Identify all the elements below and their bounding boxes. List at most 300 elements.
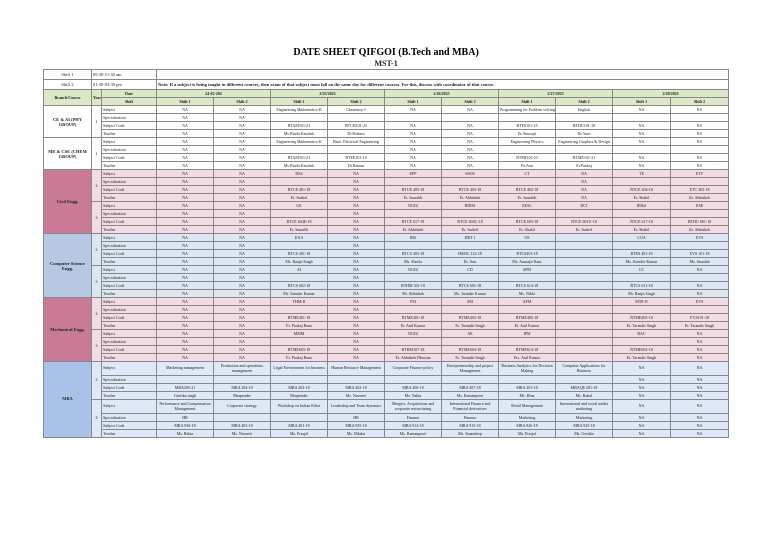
exam-cell: Ms.Bindu Kaushik	[271, 162, 328, 170]
year-cell: 1	[92, 106, 102, 138]
exam-cell: BTHU101-18	[556, 122, 613, 130]
exam-cell: MBA 202-18	[328, 384, 385, 392]
exam-cell	[442, 114, 499, 122]
exam-cell	[613, 242, 671, 250]
header-shift-col: Shift 2	[671, 98, 729, 106]
exam-cell: NA	[214, 266, 271, 274]
header-shift-col: Shift 1	[613, 98, 671, 106]
course-name: CE & AI (PHY GROUP)	[44, 106, 92, 138]
exam-cell: Er. Saurabh	[499, 194, 556, 202]
exam-cell: Engineering Graphics & Design	[556, 138, 613, 146]
header-shift-col: Shift 1	[385, 98, 442, 106]
exam-cell: THM-II	[271, 298, 328, 306]
exam-cell	[499, 210, 556, 218]
header-shift-col: Shift 1	[157, 98, 214, 106]
exam-cell	[671, 274, 729, 282]
exam-cell	[556, 146, 613, 154]
exam-cell: Retail Management	[499, 400, 556, 414]
exam-cell: BTAM101-23	[271, 154, 328, 162]
exam-cell: BTME401-18	[385, 314, 442, 322]
exam-cell	[499, 338, 556, 346]
exam-cell: BTHM 301-18	[385, 282, 442, 290]
exam-cell	[613, 338, 671, 346]
exam-cell: Basic Electrical Engineering	[328, 138, 385, 146]
header-date-2: 2/25/2025	[271, 90, 385, 98]
exam-cell: NA	[157, 186, 214, 194]
exam-cell: NA	[671, 362, 729, 376]
table-row	[44, 298, 729, 306]
shift-2-label: Shift 2	[44, 80, 92, 90]
exam-cell: NCES	[385, 330, 442, 338]
date-sheet	[43, 45, 728, 438]
table-row	[44, 392, 729, 400]
exam-cell: Mr. Ranjit Singh	[613, 290, 671, 298]
table-row	[44, 234, 729, 242]
exam-cell: MBA 403-18	[214, 422, 271, 430]
exam-cell: NA	[671, 346, 729, 354]
exam-cell: NA	[157, 170, 214, 178]
row-label: Specialization	[102, 376, 157, 384]
shift-1-label: Shift 1	[44, 70, 92, 80]
exam-cell	[442, 338, 499, 346]
exam-cell: Ms. Ramanpreet	[385, 430, 442, 438]
exam-cell: NA	[157, 346, 214, 354]
exam-cell: NA	[157, 122, 214, 130]
exam-cell: NA	[157, 298, 214, 306]
exam-cell: NA	[328, 354, 385, 362]
exam-cell: Ms. Sheela	[385, 258, 442, 266]
exam-cell: Dr. Anu	[442, 258, 499, 266]
exam-cell: Marketing	[499, 414, 556, 422]
table-row	[44, 354, 729, 362]
exam-cell: NA	[328, 298, 385, 306]
exam-cell: MBA 914-18	[385, 422, 442, 430]
row-label: Teacher	[102, 430, 157, 438]
exam-cell: Ms. Prasjal	[499, 430, 556, 438]
course-name: MBA	[44, 362, 92, 438]
exam-cell: NA	[442, 162, 499, 170]
exam-cell: Er. Shakil	[499, 226, 556, 234]
year-cell: 1	[92, 138, 102, 170]
exam-cell: BTPS101-18	[499, 122, 556, 130]
exam-cell: NA	[671, 122, 729, 130]
exam-cell	[556, 330, 613, 338]
exam-cell: NA	[671, 290, 729, 298]
year-cell: 3	[92, 330, 102, 362]
exam-cell: BTCE 617-18	[613, 218, 671, 226]
exam-cell: Ms. Navneet	[214, 430, 271, 438]
exam-cell: NA	[442, 130, 499, 138]
exam-cell: NA	[556, 178, 613, 186]
table-row	[44, 162, 729, 170]
row-label: Subject Code	[102, 422, 157, 430]
exam-cell	[442, 242, 499, 250]
exam-cell: Er. Abhishek Dhawan	[385, 354, 442, 362]
exam-cell: Er. Tarandir Singh	[442, 322, 499, 330]
header-date-5: 2/28/2025	[613, 90, 729, 98]
exam-cell: NA	[613, 414, 671, 422]
exam-cell: NA	[671, 414, 729, 422]
row-label: Specialization	[102, 210, 157, 218]
exam-cell: BTPH101-23	[499, 154, 556, 162]
exam-cell: HR	[328, 414, 385, 422]
table-row	[44, 266, 729, 274]
exam-cell: AI	[271, 266, 328, 274]
course-name: Civil Engg.	[44, 170, 92, 234]
exam-cell: MBA 203-18	[271, 384, 328, 392]
table-row	[44, 400, 729, 414]
exam-cell: NA	[157, 258, 214, 266]
table-row	[44, 138, 729, 146]
exam-cell	[385, 178, 442, 186]
year-cell: 2	[92, 234, 102, 266]
table-row	[44, 122, 729, 130]
exam-cell: NA	[157, 290, 214, 298]
exam-cell: Er. Tarandir Singh	[613, 354, 671, 362]
row-label: Subject Code	[102, 346, 157, 354]
exam-cell	[671, 146, 729, 154]
exam-cell: CD	[442, 266, 499, 274]
exam-cell: DAA	[271, 234, 328, 242]
exam-cell: BTCE 401-18	[271, 186, 328, 194]
exam-cell: MBA 201-18	[499, 384, 556, 392]
row-label: Specialization	[102, 338, 157, 346]
header-shift-col: Shift 2	[442, 98, 499, 106]
exam-cell: NA	[157, 322, 214, 330]
exam-cell: NA	[214, 210, 271, 218]
exam-cell: NA	[214, 338, 271, 346]
exam-cell: Er. Anil Kumar	[499, 322, 556, 330]
exam-cell: Ms. Geetika	[556, 430, 613, 438]
exam-cell: NA	[385, 138, 442, 146]
exam-cell: NCES	[385, 202, 442, 210]
exam-cell: NCES	[385, 266, 442, 274]
exam-cell: NA	[214, 250, 271, 258]
exam-cell: MBA 915-18	[442, 422, 499, 430]
exam-cell: Er. Abhishek	[442, 194, 499, 202]
exam-cell: NA	[157, 242, 214, 250]
exam-cell: NA	[671, 154, 729, 162]
row-label: Teacher	[102, 290, 157, 298]
exam-cell: NA	[214, 138, 271, 146]
exam-cell: NA	[214, 114, 271, 122]
year-cell: 2	[92, 170, 102, 202]
row-label: Specialization	[102, 306, 157, 314]
exam-cell: IPM	[499, 330, 556, 338]
exam-cell: BTCS 601-18	[442, 282, 499, 290]
exam-cell: NA	[157, 130, 214, 138]
exam-cell	[328, 114, 385, 122]
exam-cell: NA	[328, 330, 385, 338]
exam-cell: SM	[442, 298, 499, 306]
exam-cell	[499, 274, 556, 282]
shift-2-time: 01:30-03:30 pm	[92, 80, 157, 90]
exam-cell	[556, 290, 613, 298]
exam-cell	[556, 314, 613, 322]
exam-cell: NA	[671, 392, 729, 400]
exam-cell: ETC 305-18	[671, 186, 729, 194]
exam-cell: Ers. Anil Kumar	[499, 354, 556, 362]
exam-cell: BTCE 404-18	[613, 186, 671, 194]
row-label: Subject Code	[102, 154, 157, 162]
row-label: Subject Code	[102, 122, 157, 130]
exam-cell	[385, 376, 442, 384]
exam-cell	[385, 338, 442, 346]
table-row	[44, 330, 729, 338]
exam-cell: International Finance and Financial derivatives	[442, 400, 499, 414]
exam-cell: NA	[214, 218, 271, 226]
exam-cell	[499, 306, 556, 314]
table-row	[44, 106, 729, 114]
exam-cell: NA	[328, 322, 385, 330]
exam-cell: Ms. Jitender Kumar	[613, 258, 671, 266]
table-row	[44, 346, 729, 354]
exam-cell: NA	[385, 162, 442, 170]
exam-cell: NA	[328, 314, 385, 322]
exam-cell: Corporate strategy	[214, 400, 271, 414]
exam-cell: MBA 207-18	[442, 384, 499, 392]
exam-cell: NA	[157, 202, 214, 210]
exam-cell: NA	[328, 258, 385, 266]
exam-cell: NA	[214, 298, 271, 306]
exam-cell: BTCE 603-18	[499, 218, 556, 226]
exam-cell	[385, 114, 442, 122]
exam-cell: MBA205-21	[157, 384, 214, 392]
exam-cell: BTCS 403-18	[385, 250, 442, 258]
exam-cell	[271, 274, 328, 282]
exam-cell: Performance and Compensation Management	[157, 400, 214, 414]
table-row	[44, 338, 729, 346]
exam-cell: NA	[157, 154, 214, 162]
exam-cell: NA	[442, 154, 499, 162]
exam-cell: NA	[214, 306, 271, 314]
exam-cell: CT	[499, 170, 556, 178]
row-label: Teacher	[102, 226, 157, 234]
exam-cell: Marketing	[556, 414, 613, 422]
table-row	[44, 290, 729, 298]
table-row	[44, 194, 729, 202]
exam-cell: NA	[613, 130, 671, 138]
exam-cell: NA	[157, 338, 214, 346]
exam-cell: AFM	[499, 298, 556, 306]
exam-cell: Ms. Rabia	[157, 430, 214, 438]
exam-cell: Er. Abhishek	[671, 194, 729, 202]
exam-cell: NA	[385, 130, 442, 138]
exam-cell: NA	[214, 330, 271, 338]
table-row	[44, 414, 729, 422]
exam-cell	[271, 114, 328, 122]
exam-cell: English	[556, 106, 613, 114]
exam-cell: Corporate Finance policy	[385, 362, 442, 376]
header-date-3: 2/26/2025	[385, 90, 499, 98]
exam-cell	[271, 146, 328, 154]
exam-cell: NA	[385, 154, 442, 162]
row-label: Subject	[102, 202, 157, 210]
exam-cell: NA	[214, 122, 271, 130]
exam-cell: Er. Pankaj Rana	[271, 322, 328, 330]
header-shift-col: Shift 2	[556, 98, 613, 106]
year-cell: 3	[92, 202, 102, 234]
exam-cell: EVS	[671, 234, 729, 242]
row-label: Specialization	[102, 114, 157, 122]
exam-cell: NA	[214, 274, 271, 282]
row-label: Teacher	[102, 194, 157, 202]
exam-cell	[214, 414, 271, 422]
exam-cell	[499, 242, 556, 250]
exam-cell: MBA 401-18	[271, 422, 328, 430]
exam-cell: NA	[157, 314, 214, 322]
exam-cell: Dr.Reshmi	[328, 130, 385, 138]
exam-cell: Ms. Prasjal	[271, 430, 328, 438]
exam-cell: Er. Sudeel	[271, 194, 328, 202]
exam-cell: Dr.Anu	[499, 162, 556, 170]
exam-cell	[613, 114, 671, 122]
exam-cell	[671, 306, 729, 314]
exam-cell: EVS101-18	[671, 314, 729, 322]
exam-cell: BTME401-18	[271, 314, 328, 322]
row-label: Specialization	[102, 414, 157, 422]
table-row	[44, 422, 729, 430]
exam-cell	[671, 242, 729, 250]
exam-cell	[214, 376, 271, 384]
table-row	[44, 154, 729, 162]
year-cell: 2	[92, 362, 102, 400]
exam-cell: NA	[157, 210, 214, 218]
exam-cell: NA	[214, 314, 271, 322]
table-row	[44, 250, 729, 258]
row-label: Teacher	[102, 162, 157, 170]
exam-cell: BTCS 611-18	[613, 282, 671, 290]
exam-cell	[271, 376, 328, 384]
table-row	[44, 322, 729, 330]
exam-cell: NA	[442, 122, 499, 130]
exam-cell	[556, 376, 613, 384]
exam-cell: NA	[328, 346, 385, 354]
exam-cell	[613, 306, 671, 314]
row-label: Specialization	[102, 178, 157, 186]
exam-cell: NA	[214, 346, 271, 354]
exam-cell: Dr.Aarti	[556, 130, 613, 138]
exam-cell: FM	[385, 298, 442, 306]
exam-cell: Er. Pankaj Rana	[271, 354, 328, 362]
course-name: ME & CSE (CHEM GROUP)	[44, 138, 92, 170]
exam-cell: NA	[157, 354, 214, 362]
exam-cell: BTEE101-18	[328, 154, 385, 162]
exam-cell: Entrepreneurship and project Management	[442, 362, 499, 376]
exam-cell: Ms. Smandeep	[442, 430, 499, 438]
exam-cell: DCI	[556, 202, 613, 210]
exam-cell: NA	[157, 218, 214, 226]
exam-cell: Programming for Problem solving	[500, 107, 555, 112]
exam-cell	[671, 178, 729, 186]
exam-cell: NA	[328, 306, 385, 314]
exam-cell: NA	[328, 266, 385, 274]
exam-cell: NA	[214, 146, 271, 154]
exam-cell: NA	[328, 250, 385, 258]
header-date-1: 24-02-202	[157, 90, 271, 98]
exam-cell: IBS	[385, 234, 442, 242]
exam-cell	[157, 376, 214, 384]
exam-cell: BTCE 405-18	[385, 186, 442, 194]
exam-cell	[271, 306, 328, 314]
exam-cell: MBA 926-18	[499, 422, 556, 430]
row-label: Subject Code	[102, 314, 157, 322]
exam-cell: Production and operations management	[214, 362, 271, 376]
exam-cell: Er.Anusajit	[499, 130, 556, 138]
exam-cell: BTCE 604E-18	[271, 218, 328, 226]
exam-cell: NA	[613, 162, 671, 170]
table-row	[44, 282, 729, 290]
exam-cell: NA	[442, 106, 499, 114]
exam-cell: NA	[328, 170, 385, 178]
exam-cell: NA	[214, 290, 271, 298]
exam-cell	[556, 114, 613, 122]
exam-cell	[556, 234, 613, 242]
exam-cell: NA	[214, 194, 271, 202]
exam-cell: Engineering Physics	[499, 138, 556, 146]
exam-cell: Er. Anil Kumar	[385, 322, 442, 330]
exam-cell: BTCE 402-18	[499, 186, 556, 194]
exam-cell: NA	[613, 154, 671, 162]
exam-cell: Engineering Mathematics-II	[271, 106, 328, 114]
exam-cell: NA	[613, 362, 671, 376]
exam-cell: Er.Pankaj	[556, 162, 613, 170]
exam-cell: NA	[214, 322, 271, 330]
exam-cell: AE	[442, 330, 499, 338]
exam-cell: Business Analytics for Decision Making	[499, 362, 556, 376]
exam-cell: Ms. Anusajit Kaur	[499, 258, 556, 266]
exam-cell: NA	[157, 226, 214, 234]
exam-cell: NA	[214, 178, 271, 186]
exam-cell: BTME604-18	[442, 346, 499, 354]
exam-cell	[499, 114, 556, 122]
exam-cell: NA	[328, 226, 385, 234]
exam-cell: Ms. Ramanpreet	[442, 392, 499, 400]
exam-cell: MBA 935-18	[328, 422, 385, 430]
exam-cell: NA	[613, 376, 671, 384]
exam-cell: EESL	[499, 202, 556, 210]
exam-cell: Ms. Hina	[499, 392, 556, 400]
exam-cell: MTE-II	[613, 298, 671, 306]
exam-cell: NA	[328, 178, 385, 186]
table-row	[44, 362, 729, 376]
table-row	[44, 226, 729, 234]
exam-cell: NA	[328, 234, 385, 242]
header-date-4: 2/27/2025	[499, 90, 613, 98]
exam-cell	[556, 266, 613, 274]
row-label: Specialization	[102, 242, 157, 250]
table-row	[44, 130, 729, 138]
exam-cell: NA	[328, 338, 385, 346]
exam-cell: Ms. Jatinder Kumar	[442, 290, 499, 298]
table-row	[44, 210, 729, 218]
exam-cell: NA	[157, 250, 214, 258]
exam-cell: NA	[671, 338, 729, 346]
exam-cell	[271, 242, 328, 250]
exam-cell	[499, 146, 556, 154]
exam-cell: NA	[671, 162, 729, 170]
exam-cell: Er. Tarandir Singh	[613, 322, 671, 330]
exam-cell: NA	[671, 266, 729, 274]
exam-cell: NA	[385, 122, 442, 130]
exam-cell: NA	[671, 376, 729, 384]
exam-cell: NA	[613, 422, 671, 430]
exam-cell: Legal Environment for business	[271, 362, 328, 376]
header-shift-col: Shift 1	[499, 98, 556, 106]
exam-cell: Er. Shakil	[613, 226, 671, 234]
exam-cell: HSMC 122-18	[442, 250, 499, 258]
row-label: Subject	[102, 234, 157, 242]
